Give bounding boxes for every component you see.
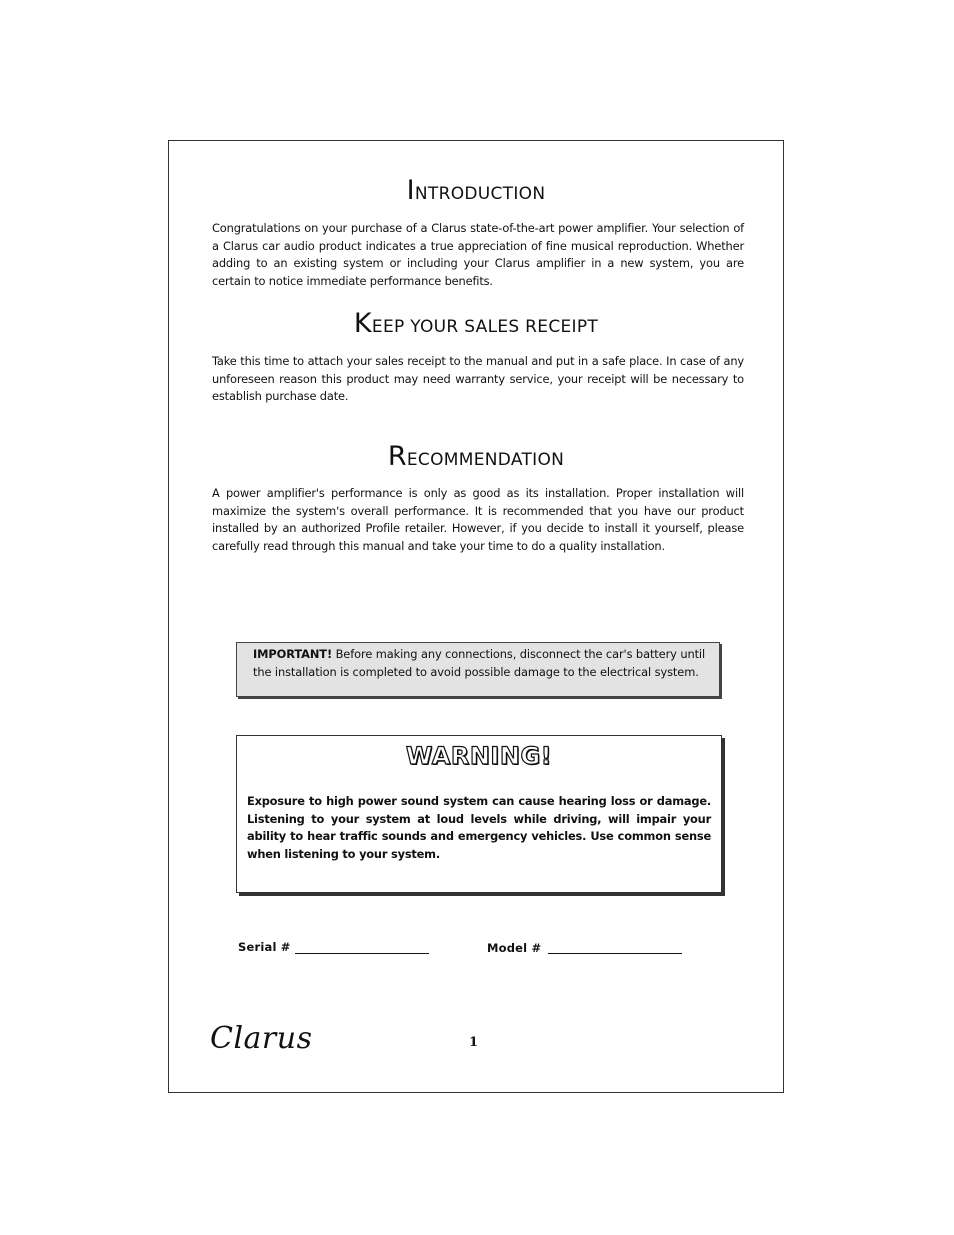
receipt-paragraph: Take this time to attach your sales receipt to the manual and put in a safe place. In case of any unforeseen reason this product may need warranty service, your receipt will be necessary to establish purchase date. bbox=[212, 354, 744, 403]
receipt-heading-rest: EEP YOUR SALES RECEIPT bbox=[371, 317, 599, 337]
introduction-paragraph: Congratulations on your purchase of a Clarus state-of-the-art power amplifier. Your selection of a Clarus car audio product indicates a true appreciation of fine musical reproduction. Whether adding to an existing system or including your Clarus amplifier in a new system, you are certain to notice immediate performance benefits. bbox=[212, 221, 744, 288]
warning-box bbox=[236, 735, 722, 893]
important-notice-box bbox=[236, 642, 720, 697]
model-number-label: Model # bbox=[487, 941, 542, 955]
receipt-heading bbox=[169, 308, 783, 339]
introduction-heading-initial: I bbox=[406, 175, 415, 206]
introduction-heading bbox=[169, 175, 783, 206]
important-message: Before making any connections, disconnect the car's battery until the installation is completed to avoid possible damage to the electrical system. bbox=[253, 647, 706, 679]
important-notice-text bbox=[253, 646, 715, 681]
introduction-heading-rest: NTRODUCTION bbox=[414, 184, 546, 204]
recommendation-paragraph: A power amplifier's performance is only as good as its installation. Proper installation will maximize the system's overall performance. It is recommended that you have our product installed by an authorized Profile retailer. However, if you decide to install it yourself, please carefully read through this manual and take your time to do a quality installation. bbox=[212, 486, 744, 553]
recommendation-heading-rest: ECOMMENDATION bbox=[406, 450, 565, 470]
serial-number-label: Serial # bbox=[238, 940, 291, 954]
clarus-logo: Clarus bbox=[210, 1021, 313, 1056]
serial-number-blank bbox=[295, 953, 429, 954]
manual-page bbox=[168, 140, 784, 1093]
recommendation-heading bbox=[169, 441, 783, 472]
warning-text: Exposure to high power sound system can cause hearing loss or damage. Listening to your system at loud levels while driving, will impair your ability to hear traffic sounds and emergency vehicles. Use common sense when listening to your system. bbox=[247, 794, 711, 861]
warning-title: WARNING! bbox=[405, 742, 553, 770]
page-number: 1 bbox=[469, 1035, 479, 1050]
recommendation-heading-initial: R bbox=[387, 441, 407, 472]
important-label: IMPORTANT! bbox=[253, 647, 333, 661]
model-number-blank bbox=[548, 953, 682, 954]
receipt-heading-initial: K bbox=[353, 308, 372, 339]
